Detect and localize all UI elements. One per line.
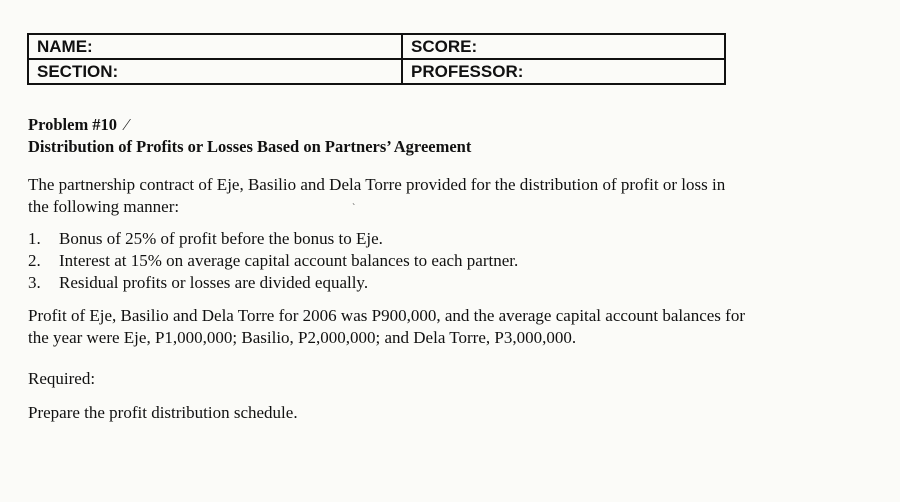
header-row-2 <box>28 59 725 84</box>
required-label: Required: <box>28 369 96 388</box>
list-item <box>28 250 748 272</box>
list-item-number: 3. <box>28 273 41 292</box>
list-item-text: Residual profits or losses are divided equally. <box>59 273 369 292</box>
problem-body <box>28 114 748 424</box>
name-field: NAME: <box>28 34 402 59</box>
task-text: Prepare the profit distribution schedule. <box>28 403 298 422</box>
professor-field: PROFESSOR: <box>402 59 725 84</box>
intro-paragraph: The partnership contract of Eje, Basilio and Dela Torre provided for the distribution of profit or loss in the following manner: <box>28 175 726 216</box>
stray-mark: ` <box>352 203 356 214</box>
header-row-1 <box>28 34 725 59</box>
list-item <box>28 228 748 250</box>
conditions-list <box>28 228 748 294</box>
problem-title: Distribution of Profits or Losses Based on Partners’ Agreement <box>28 137 472 156</box>
facts-paragraph: Profit of Eje, Basilio and Dela Torre for 2006 was P900,000, and the average capital account balances for the year were Eje, P1,000,000; Basilio, P2,000,000; and Dela Torre, P3,000,000. <box>28 306 745 347</box>
check-mark: ⁄ <box>125 115 128 134</box>
student-info-table <box>27 33 726 85</box>
problem-number: Problem #10 <box>28 115 118 134</box>
list-item-number: 2. <box>28 251 41 270</box>
list-item-text: Bonus of 25% of profit before the bonus to Eje. <box>59 229 383 248</box>
list-item-text: Interest at 15% on average capital account balances to each partner. <box>59 251 519 270</box>
section-field: SECTION: <box>28 59 402 84</box>
list-item <box>28 272 748 294</box>
problem-number-line <box>28 114 748 136</box>
list-item-number: 1. <box>28 229 41 248</box>
score-field: SCORE: <box>402 34 725 59</box>
